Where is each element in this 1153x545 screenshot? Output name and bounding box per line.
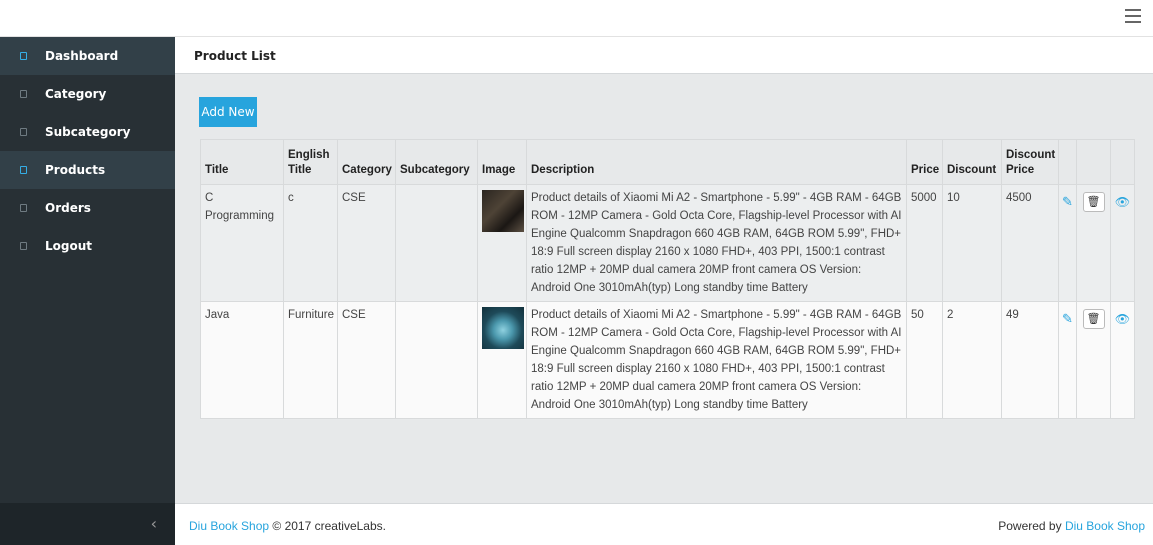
cell-title: Java <box>201 302 284 419</box>
cell-category: CSE <box>338 302 396 419</box>
product-thumbnail <box>482 307 524 349</box>
hamburger-icon[interactable] <box>1125 9 1141 23</box>
cell-image <box>478 185 527 302</box>
table-row <box>201 302 1135 419</box>
sidebar-footer <box>0 503 175 545</box>
column-header-image: Image <box>478 140 527 185</box>
cell-delete <box>1077 185 1111 302</box>
footer <box>175 503 1153 545</box>
column-header-description: Description <box>527 140 907 185</box>
column-header-price: Price <box>907 140 943 185</box>
column-header-view <box>1111 140 1135 185</box>
sidebar-item-logout[interactable] <box>0 227 175 265</box>
sidebar-item-dashboard[interactable] <box>0 37 175 75</box>
square-icon <box>20 166 27 174</box>
footer-copyright <box>189 519 386 533</box>
cell-view <box>1111 185 1135 302</box>
page-header <box>175 37 1153 74</box>
cell-description: Product details of Xiaomi Mi A2 - Smartphone - 5.99" - 4GB RAM - 64GB ROM - 12MP Camera - Gold Octa Core, Flagship-level Processor with AI Engine Qualcomm Snapdragon 660 4GB RAM, 64GB ROM 5.99", FHD+ 18:9 Full screen display 2160 x 1080 FHD+, 403 PPI, 1500:1 contrast ratio 12MP + 20MP dual camera 20MP front camera OS Version: Android One 3010mAh(typ) Long standby time Battery <box>527 185 907 302</box>
sidebar-item-label: Logout <box>45 239 93 253</box>
sidebar <box>0 37 175 545</box>
sidebar-item-label: Dashboard <box>45 49 119 63</box>
footer-brand-link[interactable]: Diu Book Shop <box>189 519 270 533</box>
column-header-title: Title <box>201 140 284 185</box>
sidebar-item-subcategory[interactable] <box>0 113 175 151</box>
sidebar-item-label: Orders <box>45 201 91 215</box>
cell-edit <box>1059 302 1077 419</box>
main-content <box>175 37 1153 503</box>
sidebar-item-category[interactable] <box>0 75 175 113</box>
column-header-edit <box>1059 140 1077 185</box>
page-title: Product List <box>194 49 276 63</box>
chevron-left-icon[interactable]: ‹ <box>150 514 157 533</box>
cell-delete <box>1077 302 1111 419</box>
cell-title: C Programming <box>201 185 284 302</box>
square-icon <box>20 204 27 212</box>
square-icon <box>20 90 27 98</box>
table-header-row <box>201 140 1135 185</box>
cell-subcategory <box>396 302 478 419</box>
sidebar-item-products[interactable] <box>0 151 175 189</box>
column-header-category: Category <box>338 140 396 185</box>
cell-description: Product details of Xiaomi Mi A2 - Smartphone - 5.99" - 4GB RAM - 64GB ROM - 12MP Camera - Gold Octa Core, Flagship-level Processor with AI Engine Qualcomm Snapdragon 660 4GB RAM, 64GB ROM 5.99", FHD+ 18:9 Full screen display 2160 x 1080 FHD+, 403 PPI, 1500:1 contrast ratio 12MP + 20MP dual camera 20MP front camera OS Version: Android One 3010mAh(typ) Long standby time Battery <box>527 302 907 419</box>
sidebar-item-label: Category <box>45 87 107 101</box>
trash-icon[interactable]: 🗑 <box>1083 192 1105 212</box>
square-icon <box>20 242 27 250</box>
cell-discount: 10 <box>943 185 1002 302</box>
add-new-button[interactable]: Add New <box>199 97 257 127</box>
cell-discount-price: 4500 <box>1002 185 1059 302</box>
product-table <box>200 139 1135 419</box>
column-header-delete <box>1077 140 1111 185</box>
copyright-text: © 2017 creativeLabs. <box>272 519 386 533</box>
cell-subcategory <box>396 185 478 302</box>
pencil-icon[interactable]: ✎ <box>1062 194 1073 209</box>
cell-english-title: c <box>284 185 338 302</box>
cell-view <box>1111 302 1135 419</box>
powered-by-text: Powered by <box>998 519 1062 533</box>
column-header-english-title: English Title <box>284 140 338 185</box>
cell-english-title: Furniture <box>284 302 338 419</box>
trash-icon[interactable]: 🗑 <box>1083 309 1105 329</box>
top-bar <box>0 0 1153 37</box>
sidebar-item-label: Products <box>45 163 106 177</box>
cell-discount: 2 <box>943 302 1002 419</box>
powered-brand-link[interactable]: Diu Book Shop <box>1064 519 1145 533</box>
product-thumbnail <box>482 190 524 232</box>
eye-icon[interactable]: 👁 <box>1114 312 1131 326</box>
pencil-icon[interactable]: ✎ <box>1062 311 1073 326</box>
cell-category: CSE <box>338 185 396 302</box>
cell-price: 5000 <box>907 185 943 302</box>
square-icon <box>20 52 27 60</box>
sidebar-item-orders[interactable] <box>0 189 175 227</box>
cell-image <box>478 302 527 419</box>
square-icon <box>20 128 27 136</box>
column-header-subcategory: Subcategory <box>396 140 478 185</box>
sidebar-item-label: Subcategory <box>45 125 131 139</box>
cell-price: 50 <box>907 302 943 419</box>
table-row <box>201 185 1135 302</box>
column-header-discount: Discount <box>943 140 1002 185</box>
eye-icon[interactable]: 👁 <box>1114 195 1131 209</box>
column-header-discount-price: Discount Price <box>1002 140 1059 185</box>
footer-powered <box>998 519 1145 533</box>
cell-discount-price: 49 <box>1002 302 1059 419</box>
cell-edit <box>1059 185 1077 302</box>
